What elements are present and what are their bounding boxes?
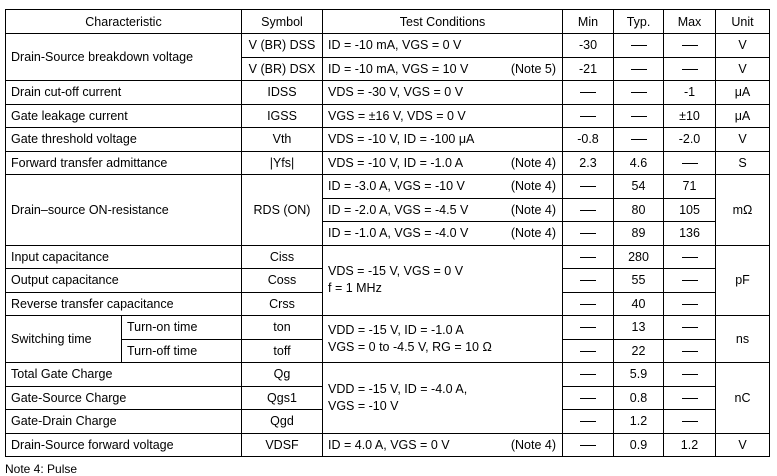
dash-mark bbox=[631, 139, 647, 140]
header-min: Min bbox=[563, 10, 614, 34]
dash-mark bbox=[580, 257, 596, 258]
cell-sub-characteristic: Turn-on time bbox=[122, 316, 242, 340]
cell-max bbox=[664, 410, 716, 434]
cell-characteristic: Drain-Source breakdown voltage bbox=[6, 34, 242, 81]
cell-max: 136 bbox=[664, 222, 716, 246]
cell-unit: V bbox=[716, 433, 770, 457]
cell-typ bbox=[614, 128, 664, 152]
cell-characteristic: Drain–source ON-resistance bbox=[6, 175, 242, 246]
cell-max bbox=[664, 316, 716, 340]
cell-typ: 55 bbox=[614, 269, 664, 293]
cell-typ bbox=[614, 57, 664, 81]
dash-mark bbox=[580, 92, 596, 93]
dash-mark bbox=[682, 257, 698, 258]
cell-min bbox=[563, 410, 614, 434]
condition-text: ID = -2.0 A, VGS = -4.5 V bbox=[328, 202, 469, 217]
cell-typ: 54 bbox=[614, 175, 664, 199]
condition-text: ID = 4.0 A, VGS = 0 V bbox=[328, 437, 450, 452]
cell-characteristic: Input capacitance bbox=[6, 245, 242, 269]
cell-test-condition bbox=[323, 151, 563, 175]
footnote: Note 4: Pulse bbox=[5, 462, 78, 476]
cell-symbol: Qgs1 bbox=[242, 386, 323, 410]
condition-text: ID = -1.0 A, VGS = -4.0 V bbox=[328, 226, 469, 241]
cell-min bbox=[563, 433, 614, 457]
dash-mark bbox=[682, 280, 698, 281]
cell-max: 71 bbox=[664, 175, 716, 199]
cell-min: -30 bbox=[563, 34, 614, 58]
cell-symbol: Coss bbox=[242, 269, 323, 293]
cell-min bbox=[563, 245, 614, 269]
cell-characteristic: Gate-Source Charge bbox=[6, 386, 242, 410]
cell-min: 2.3 bbox=[563, 151, 614, 175]
cell-test-condition bbox=[323, 245, 563, 316]
dash-mark bbox=[682, 374, 698, 375]
note-ref: (Note 4) bbox=[510, 179, 556, 194]
note-ref: (Note 5) bbox=[510, 61, 556, 76]
cell-test-condition: VDS = -10 V, ID = -100 μA bbox=[323, 128, 563, 152]
cell-max bbox=[664, 245, 716, 269]
cell-max bbox=[664, 34, 716, 58]
header-row bbox=[6, 10, 770, 34]
table-row bbox=[6, 175, 770, 199]
dash-mark bbox=[580, 304, 596, 305]
cell-symbol: IGSS bbox=[242, 104, 323, 128]
cell-max: ±10 bbox=[664, 104, 716, 128]
cell-unit: mΩ bbox=[716, 175, 770, 246]
header-typ: Typ. bbox=[614, 10, 664, 34]
cell-typ: 280 bbox=[614, 245, 664, 269]
cell-characteristic: Switching time bbox=[6, 316, 122, 363]
dash-mark bbox=[580, 233, 596, 234]
cell-typ: 1.2 bbox=[614, 410, 664, 434]
cell-typ: 80 bbox=[614, 198, 664, 222]
cell-max: -1 bbox=[664, 81, 716, 105]
condition-line: VDD = -15 V, ID = -4.0 A, bbox=[328, 381, 468, 396]
cell-test-condition: ID = -10 mA, VGS = 0 V bbox=[323, 34, 563, 58]
cell-max: 1.2 bbox=[664, 433, 716, 457]
cell-test-condition bbox=[323, 175, 563, 199]
cell-typ: 5.9 bbox=[614, 363, 664, 387]
cell-characteristic: Drain-Source forward voltage bbox=[6, 433, 242, 457]
header-unit: Unit bbox=[716, 10, 770, 34]
cell-symbol: Qgd bbox=[242, 410, 323, 434]
cell-test-condition bbox=[323, 222, 563, 246]
cell-max bbox=[664, 386, 716, 410]
cell-typ: 0.8 bbox=[614, 386, 664, 410]
cell-max bbox=[664, 339, 716, 363]
condition-line: VDS = -15 V, VGS = 0 V bbox=[328, 264, 464, 279]
dash-mark bbox=[682, 45, 698, 46]
cell-min bbox=[563, 316, 614, 340]
cell-max: -2.0 bbox=[664, 128, 716, 152]
table-row bbox=[6, 34, 770, 58]
cell-characteristic: Forward transfer admittance bbox=[6, 151, 242, 175]
table-row bbox=[6, 245, 770, 269]
cell-characteristic: Gate threshold voltage bbox=[6, 128, 242, 152]
dash-mark bbox=[580, 351, 596, 352]
electrical-characteristics-table bbox=[5, 9, 770, 457]
cell-sub-characteristic: Turn-off time bbox=[122, 339, 242, 363]
cell-min: -0.8 bbox=[563, 128, 614, 152]
cell-max bbox=[664, 151, 716, 175]
condition-text: ID = -3.0 A, VGS = -10 V bbox=[328, 179, 465, 194]
cell-min bbox=[563, 81, 614, 105]
cell-min bbox=[563, 339, 614, 363]
cell-test-condition bbox=[323, 316, 563, 363]
condition-line: VDD = -15 V, ID = -1.0 A bbox=[328, 323, 464, 337]
dash-mark bbox=[580, 280, 596, 281]
table-row bbox=[6, 104, 770, 128]
cell-typ bbox=[614, 34, 664, 58]
note-ref: (Note 4) bbox=[510, 226, 556, 241]
cell-test-condition bbox=[323, 57, 563, 81]
cell-symbol: V (BR) DSX bbox=[242, 57, 323, 81]
cell-symbol: Ciss bbox=[242, 245, 323, 269]
cell-characteristic: Reverse transfer capacitance bbox=[6, 292, 242, 316]
cell-characteristic: Gate-Drain Charge bbox=[6, 410, 242, 434]
cell-typ: 40 bbox=[614, 292, 664, 316]
cell-min bbox=[563, 104, 614, 128]
table-row bbox=[6, 81, 770, 105]
cell-min bbox=[563, 175, 614, 199]
cell-unit: μA bbox=[716, 81, 770, 105]
cell-min: -21 bbox=[563, 57, 614, 81]
condition-text: ID = -10 mA, VGS = 10 V bbox=[328, 61, 469, 76]
cell-symbol: V (BR) DSS bbox=[242, 34, 323, 58]
condition-line: VGS = -10 V bbox=[328, 398, 399, 413]
cell-symbol: ton bbox=[242, 316, 323, 340]
dash-mark bbox=[682, 69, 698, 70]
note-ref: (Note 4) bbox=[510, 437, 556, 452]
dash-mark bbox=[580, 421, 596, 422]
cell-typ: 22 bbox=[614, 339, 664, 363]
table-row bbox=[6, 363, 770, 387]
cell-characteristic: Drain cut-off current bbox=[6, 81, 242, 105]
cell-symbol: Crss bbox=[242, 292, 323, 316]
note-ref: (Note 4) bbox=[510, 202, 556, 217]
condition-line: VGS = 0 to -4.5 V, RG = 10 Ω bbox=[328, 340, 492, 354]
cell-unit: μA bbox=[716, 104, 770, 128]
cell-symbol: IDSS bbox=[242, 81, 323, 105]
dash-mark bbox=[580, 327, 596, 328]
cell-test-condition bbox=[323, 198, 563, 222]
cell-symbol: |Yfs| bbox=[242, 151, 323, 175]
cell-characteristic: Gate leakage current bbox=[6, 104, 242, 128]
cell-symbol: RDS (ON) bbox=[242, 175, 323, 246]
dash-mark bbox=[682, 421, 698, 422]
dash-mark bbox=[580, 210, 596, 211]
cell-min bbox=[563, 269, 614, 293]
cell-max bbox=[664, 363, 716, 387]
cell-unit: V bbox=[716, 34, 770, 58]
cell-typ bbox=[614, 104, 664, 128]
dash-mark bbox=[631, 116, 647, 117]
dash-mark bbox=[580, 186, 596, 187]
table-row bbox=[6, 128, 770, 152]
cell-unit: pF bbox=[716, 245, 770, 316]
cell-unit: V bbox=[716, 57, 770, 81]
cell-min bbox=[563, 198, 614, 222]
header-test-conditions: Test Conditions bbox=[323, 10, 563, 34]
condition-line: f = 1 MHz bbox=[328, 281, 382, 296]
cell-max bbox=[664, 269, 716, 293]
cell-test-condition bbox=[323, 363, 563, 434]
cell-test-condition: VGS = ±16 V, VDS = 0 V bbox=[323, 104, 563, 128]
cell-test-condition: VDS = -30 V, VGS = 0 V bbox=[323, 81, 563, 105]
cell-symbol: VDSF bbox=[242, 433, 323, 457]
cell-typ: 13 bbox=[614, 316, 664, 340]
table-row bbox=[6, 433, 770, 457]
dash-mark bbox=[580, 116, 596, 117]
cell-unit: V bbox=[716, 128, 770, 152]
dash-mark bbox=[580, 445, 596, 446]
header-symbol: Symbol bbox=[242, 10, 323, 34]
cell-typ bbox=[614, 81, 664, 105]
cell-min bbox=[563, 292, 614, 316]
dash-mark bbox=[682, 398, 698, 399]
header-characteristic: Characteristic bbox=[6, 10, 242, 34]
cell-symbol: Vth bbox=[242, 128, 323, 152]
note-ref: (Note 4) bbox=[510, 155, 556, 170]
cell-min bbox=[563, 363, 614, 387]
cell-characteristic: Total Gate Charge bbox=[6, 363, 242, 387]
cell-symbol: Qg bbox=[242, 363, 323, 387]
cell-unit: S bbox=[716, 151, 770, 175]
cell-unit: ns bbox=[716, 316, 770, 363]
dash-mark bbox=[580, 398, 596, 399]
cell-max: 105 bbox=[664, 198, 716, 222]
dash-mark bbox=[631, 69, 647, 70]
dash-mark bbox=[682, 327, 698, 328]
table-row bbox=[6, 151, 770, 175]
cell-characteristic: Output capacitance bbox=[6, 269, 242, 293]
cell-min bbox=[563, 386, 614, 410]
cell-test-condition bbox=[323, 433, 563, 457]
condition-text: VDS = -10 V, ID = -1.0 A bbox=[328, 155, 464, 170]
dash-mark bbox=[631, 45, 647, 46]
dash-mark bbox=[682, 304, 698, 305]
cell-max bbox=[664, 57, 716, 81]
cell-typ: 0.9 bbox=[614, 433, 664, 457]
table-row bbox=[6, 316, 770, 340]
cell-typ: 89 bbox=[614, 222, 664, 246]
dash-mark bbox=[631, 92, 647, 93]
dash-mark bbox=[682, 351, 698, 352]
cell-unit: nC bbox=[716, 363, 770, 434]
cell-symbol: toff bbox=[242, 339, 323, 363]
header-max: Max bbox=[664, 10, 716, 34]
dash-mark bbox=[682, 163, 698, 164]
cell-max bbox=[664, 292, 716, 316]
cell-min bbox=[563, 222, 614, 246]
cell-typ: 4.6 bbox=[614, 151, 664, 175]
dash-mark bbox=[580, 374, 596, 375]
